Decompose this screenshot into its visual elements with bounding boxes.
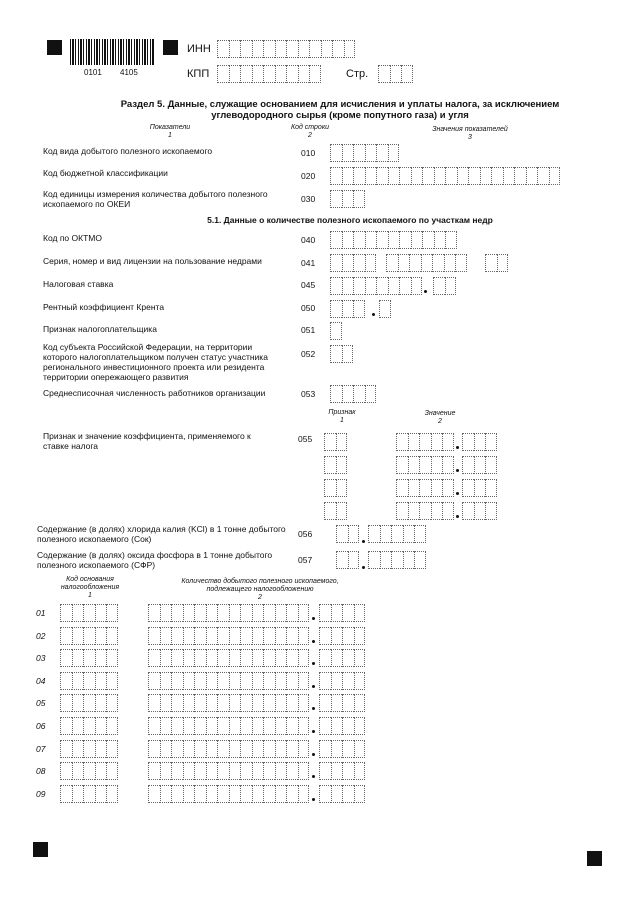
- table-row-number: 07: [36, 744, 46, 754]
- table-basis-code-field[interactable]: [60, 785, 118, 803]
- table-quantity-int-field[interactable]: [148, 694, 309, 712]
- row-code-050: 050: [301, 303, 316, 313]
- decimal-point-056: [362, 540, 365, 543]
- field-041-series[interactable]: [330, 254, 376, 272]
- row-code-051: 051: [301, 325, 316, 335]
- decimal-point-055-2: [456, 469, 459, 472]
- coef-value-frac-3[interactable]: [462, 479, 497, 497]
- coef-value-frac-2[interactable]: [462, 456, 497, 474]
- field-041-number[interactable]: [386, 254, 467, 272]
- section-title-line1: Раздел 5. Данные, служащие основанием для исчисления и уплаты налога, за исключением: [120, 99, 560, 110]
- table-decimal-point: [312, 640, 315, 643]
- table-quantity-frac-field[interactable]: [319, 717, 365, 735]
- page-label: Стр.: [346, 68, 369, 80]
- col-header-line-code: Код строки 2: [290, 124, 330, 139]
- field-040[interactable]: [330, 231, 457, 249]
- decimal-point-055-1: [456, 446, 459, 449]
- row-label-040: Код по ОКТМО: [43, 233, 102, 243]
- row-label-051: Признак налогоплательщика: [43, 324, 157, 334]
- row-code-055: 055: [298, 434, 313, 444]
- table-quantity-int-field[interactable]: [148, 604, 309, 622]
- coef-value-frac-4[interactable]: [462, 502, 497, 520]
- decimal-point-045: [424, 290, 427, 293]
- table-decimal-point: [312, 707, 315, 710]
- field-045-frac[interactable]: [433, 277, 456, 295]
- table-quantity-frac-field[interactable]: [319, 604, 365, 622]
- field-020[interactable]: [330, 167, 560, 185]
- row-code-056: 056: [298, 529, 313, 539]
- field-050-int[interactable]: [330, 300, 365, 318]
- coef-sign-4[interactable]: [324, 502, 347, 520]
- field-052[interactable]: [330, 345, 353, 363]
- field-010[interactable]: [330, 144, 399, 162]
- field-056-int[interactable]: [336, 525, 359, 543]
- corner-marker-top-right: [163, 40, 178, 55]
- row-label-056: Содержание (в долях) хлорида калия (KCl) в 1 тонне добытого полезного ископаемого (Сок): [37, 524, 286, 544]
- table-quantity-int-field[interactable]: [148, 672, 309, 690]
- table-quantity-int-field[interactable]: [148, 649, 309, 667]
- row-code-010: 010: [301, 148, 316, 158]
- section-title-line2: углеводородного сырья (кроме попутного газа) и угля: [211, 110, 469, 121]
- table-quantity-int-field[interactable]: [148, 762, 309, 780]
- decimal-point-050: [372, 313, 375, 316]
- table-decimal-point: [312, 775, 315, 778]
- decimal-point-055-4: [456, 515, 459, 518]
- row-label-050: Рентный коэффициент Крента: [43, 302, 165, 312]
- corner-marker-top-left: [47, 40, 62, 55]
- table-quantity-frac-field[interactable]: [319, 627, 365, 645]
- row-label-057: Содержание (в долях) оксида фосфора в 1 тонне добытого полезного ископаемого (СФР): [37, 550, 273, 570]
- row-code-045: 045: [301, 280, 316, 290]
- row-label-020: Код бюджетной классификации: [43, 168, 168, 178]
- table-header-quantity: Количество добытого полезного ископаемого, подлежащего налогообложению 2: [181, 578, 339, 601]
- table-decimal-point: [312, 617, 315, 620]
- table-basis-code-field[interactable]: [60, 649, 118, 667]
- table-decimal-point: [312, 685, 315, 688]
- field-045-int[interactable]: [330, 277, 422, 295]
- table-quantity-frac-field[interactable]: [319, 694, 365, 712]
- decimal-point-055-3: [456, 492, 459, 495]
- table-decimal-point: [312, 798, 315, 801]
- barcode-number-right: 4105: [120, 68, 138, 77]
- table-row-number: 06: [36, 721, 46, 731]
- row-code-057: 057: [298, 555, 313, 565]
- table-quantity-frac-field[interactable]: [319, 762, 365, 780]
- table-row-number: 05: [36, 698, 46, 708]
- subsection-title: 5.1. Данные о количестве полезного ископаемого по участкам недр: [207, 215, 493, 225]
- table-quantity-int-field[interactable]: [148, 785, 309, 803]
- table-quantity-int-field[interactable]: [148, 717, 309, 735]
- coef-header-sign: Признак 1: [328, 409, 356, 424]
- table-basis-code-field[interactable]: [60, 694, 118, 712]
- table-quantity-frac-field[interactable]: [319, 672, 365, 690]
- table-basis-code-field[interactable]: [60, 717, 118, 735]
- inn-cells[interactable]: [217, 40, 355, 58]
- row-label-053: Среднесписочная численность работников организации: [43, 388, 266, 398]
- table-quantity-int-field[interactable]: [148, 740, 309, 758]
- row-code-020: 020: [301, 171, 316, 181]
- table-decimal-point: [312, 662, 315, 665]
- table-row-number: 02: [36, 631, 46, 641]
- table-row-number: 09: [36, 789, 46, 799]
- field-057-int[interactable]: [336, 551, 359, 569]
- row-label-041: Серия, номер и вид лицензии на пользование недрами: [43, 256, 262, 266]
- row-code-040: 040: [301, 235, 316, 245]
- table-basis-code-field[interactable]: [60, 740, 118, 758]
- row-label-030: Код единицы измерения количества добытого полезного ископаемого по ОКЕИ: [43, 189, 268, 209]
- coef-sign-1[interactable]: [324, 433, 347, 451]
- row-code-052: 052: [301, 349, 316, 359]
- table-quantity-frac-field[interactable]: [319, 740, 365, 758]
- kpp-cells[interactable]: [217, 65, 321, 83]
- field-041-type[interactable]: [485, 254, 508, 272]
- row-code-053: 053: [301, 389, 316, 399]
- corner-marker-bottom-left: [33, 842, 48, 857]
- coef-value-int-2[interactable]: [396, 456, 454, 474]
- table-row-number: 08: [36, 766, 46, 776]
- row-label-045: Налоговая ставка: [43, 279, 114, 289]
- table-basis-code-field[interactable]: [60, 762, 118, 780]
- field-051[interactable]: [330, 322, 342, 340]
- table-quantity-frac-field[interactable]: [319, 649, 365, 667]
- coef-header-value: Значение 2: [424, 410, 456, 425]
- field-050-frac[interactable]: [379, 300, 391, 318]
- inn-label: ИНН: [187, 43, 211, 55]
- field-056-frac[interactable]: [368, 525, 426, 543]
- table-quantity-frac-field[interactable]: [319, 785, 365, 803]
- row-label-055: Признак и значение коэффициента, применяемого к ставке налога: [43, 431, 251, 451]
- coef-value-int-4[interactable]: [396, 502, 454, 520]
- field-030[interactable]: [330, 190, 365, 208]
- row-code-041: 041: [301, 258, 316, 268]
- col-header-values: Значения показателей 3: [432, 126, 508, 141]
- table-decimal-point: [312, 730, 315, 733]
- table-header-basis-code: Код основания налогообложения 1: [60, 576, 120, 599]
- coef-value-int-1[interactable]: [396, 433, 454, 451]
- table-basis-code-field[interactable]: [60, 627, 118, 645]
- kpp-label: КПП: [187, 68, 210, 80]
- table-row-number: 04: [36, 676, 46, 686]
- col-header-indicators: Показатели 1: [149, 124, 191, 139]
- row-label-010: Код вида добытого полезного ископаемого: [43, 146, 213, 156]
- coef-value-frac-1[interactable]: [462, 433, 497, 451]
- page-cells[interactable]: [378, 65, 413, 83]
- table-basis-code-field[interactable]: [60, 604, 118, 622]
- barcode: [70, 39, 154, 65]
- coef-sign-2[interactable]: [324, 456, 347, 474]
- field-053[interactable]: [330, 385, 376, 403]
- table-quantity-int-field[interactable]: [148, 627, 309, 645]
- table-basis-code-field[interactable]: [60, 672, 118, 690]
- coef-value-int-3[interactable]: [396, 479, 454, 497]
- table-decimal-point: [312, 753, 315, 756]
- decimal-point-057: [362, 566, 365, 569]
- corner-marker-bottom-right: [587, 851, 602, 866]
- row-code-030: 030: [301, 194, 316, 204]
- table-row-number: 01: [36, 608, 46, 618]
- field-057-frac[interactable]: [368, 551, 426, 569]
- coef-sign-3[interactable]: [324, 479, 347, 497]
- table-row-number: 03: [36, 653, 46, 663]
- row-label-052: Код субъекта Российской Федерации, на территории которого налогоплательщиком получен статус участника регионального инвестиционного проекта или резидента территории опережающего развития: [43, 342, 268, 382]
- barcode-number-left: 0101: [84, 68, 102, 77]
